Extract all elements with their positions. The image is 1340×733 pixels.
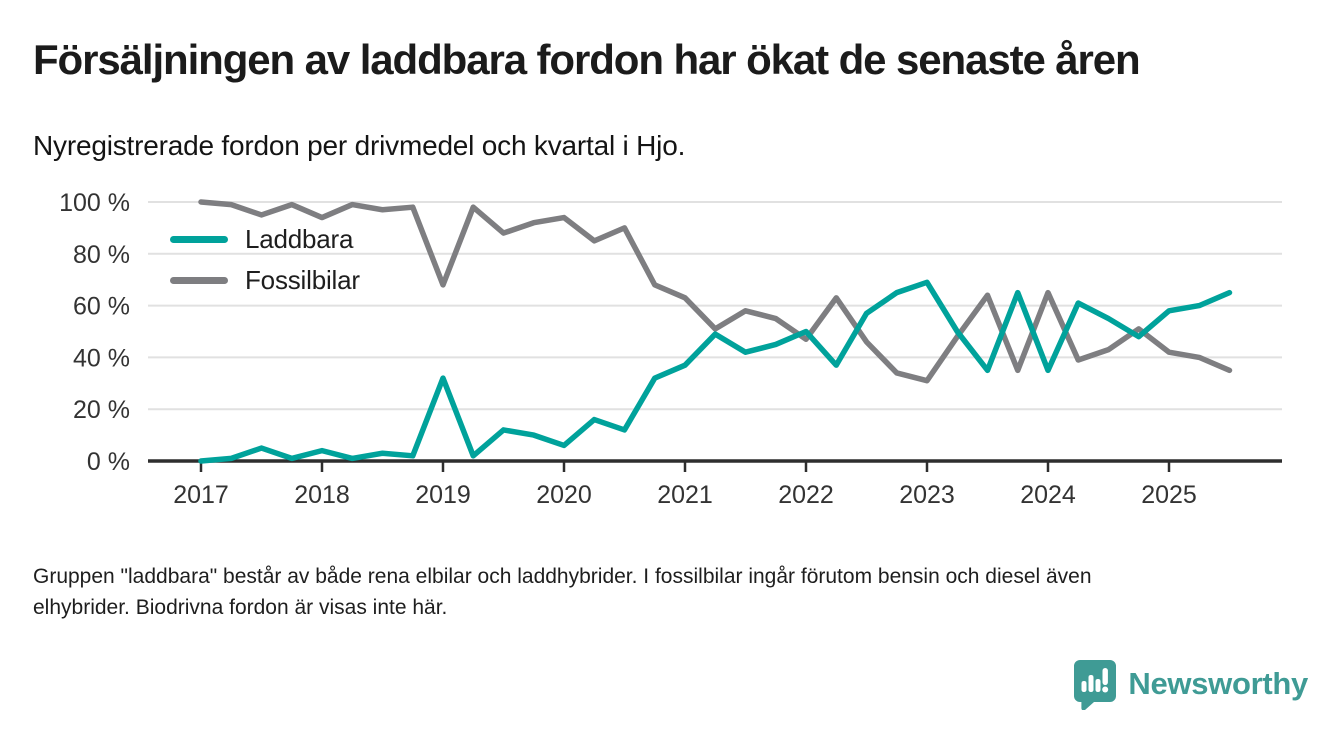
- page-title: Försäljningen av laddbara fordon har ökat de senaste åren: [33, 36, 1140, 83]
- newsworthy-logo-text: Newsworthy: [1128, 666, 1308, 701]
- legend-label-fossilbilar: Fossilbilar: [245, 264, 360, 295]
- x-axis-label: 2025: [1141, 481, 1197, 509]
- y-axis-label: 80 %: [73, 240, 130, 269]
- footnote-line-2: elhybrider. Biodrivna fordon är visas inte här.: [33, 596, 448, 619]
- y-axis-label: 40 %: [73, 344, 130, 373]
- page-subtitle: Nyregistrerade fordon per drivmedel och kvartal i Hjo.: [33, 130, 686, 161]
- y-axis-label: 20 %: [73, 396, 130, 425]
- laddbara-swatch-icon: [170, 236, 228, 243]
- chart-legend: [170, 220, 360, 299]
- legend-item-fossilbilar: [170, 261, 360, 299]
- footnote-line-1: Gruppen "laddbara" består av både rena elbilar och laddhybrider. I fossilbilar ingår förutom bensin och diesel även: [33, 565, 1092, 588]
- x-axis-label: 2023: [899, 481, 955, 509]
- laddbara-line: [201, 282, 1230, 461]
- x-axis-label: 2018: [294, 481, 350, 509]
- x-axis-label: 2019: [415, 481, 471, 509]
- y-axis-label: 60 %: [73, 292, 130, 321]
- legend-label-laddbara: Laddbara: [245, 223, 354, 254]
- legend-item-laddbara: [170, 220, 360, 258]
- x-axis-label: 2020: [536, 481, 592, 509]
- fossilbilar-swatch-icon: [170, 277, 228, 284]
- newsworthy-bubble-icon: [1072, 658, 1118, 710]
- x-axis-label: 2017: [173, 481, 229, 509]
- x-axis-label: 2021: [657, 481, 713, 509]
- y-axis-label: 0 %: [86, 448, 130, 476]
- x-axis-label: 2022: [778, 481, 834, 509]
- footnote: [33, 561, 1092, 623]
- newsworthy-logo[interactable]: [1072, 658, 1308, 710]
- y-axis-label: 100 %: [59, 189, 130, 217]
- x-axis-label: 2024: [1020, 481, 1076, 509]
